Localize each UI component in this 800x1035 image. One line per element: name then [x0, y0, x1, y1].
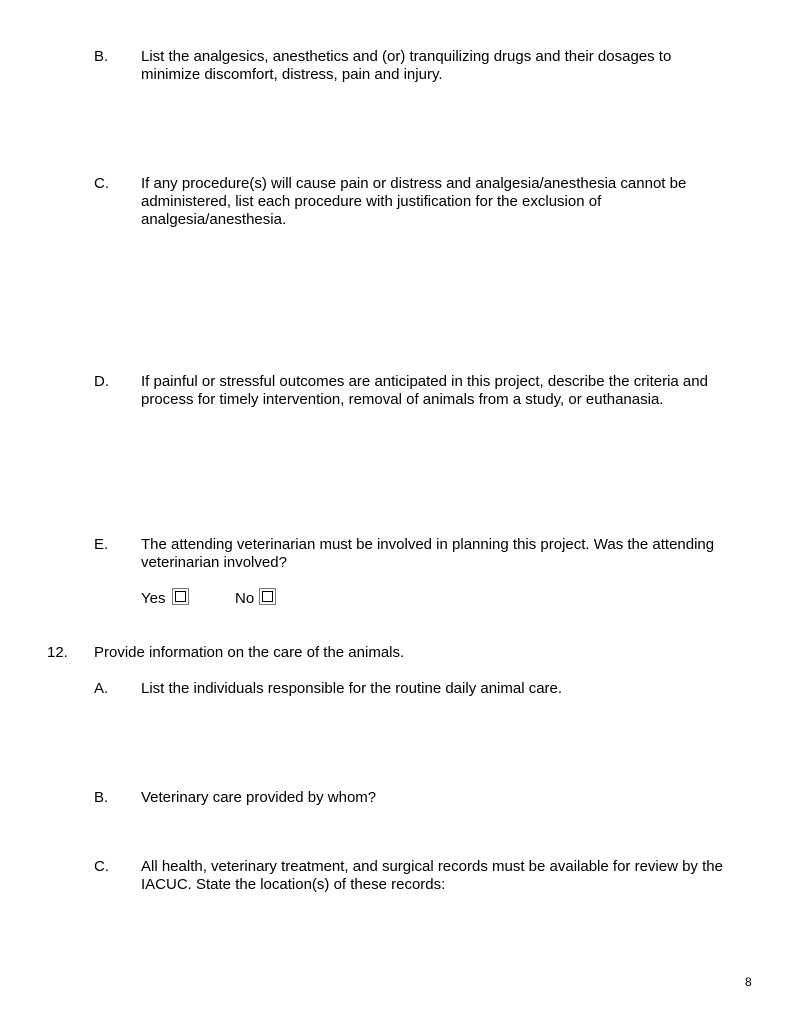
section-12-c-line-1: All health, veterinary treatment, and surgical records must be available for review by the: [141, 858, 723, 875]
section-12-a-text: List the individuals responsible for the routine daily animal care.: [141, 680, 563, 697]
section-12-c-text: [141, 858, 723, 894]
item-d-text: [141, 373, 708, 409]
item-e-text: [141, 536, 714, 572]
section-12-a-label: A.: [94, 680, 109, 697]
item-e-label: E.: [94, 536, 109, 553]
item-e-line-1: The attending veterinarian must be involved in planning this project. Was the attending: [141, 536, 715, 553]
yes-checkbox[interactable]: [172, 588, 189, 605]
no-checkbox[interactable]: [259, 588, 276, 605]
item-c-label: C.: [94, 175, 109, 192]
item-c-line-1: If any procedure(s) will cause pain or distress and analgesia/anesthesia cannot be: [141, 175, 687, 192]
yes-label: Yes: [141, 590, 166, 607]
item-c-line-2: administered, list each procedure with justification for the exclusion of: [141, 193, 602, 210]
item-b-line-2: minimize discomfort, distress, pain and injury.: [141, 66, 443, 83]
item-b-label: B.: [94, 48, 109, 65]
item-d-label: D.: [94, 373, 109, 390]
item-c-line-3: analgesia/anesthesia.: [141, 211, 287, 228]
section-12-b-label: B.: [94, 789, 109, 806]
item-d-line-2: process for timely intervention, removal of animals from a study, or euthanasia.: [141, 391, 664, 408]
section-12-number: 12.: [47, 644, 68, 661]
item-b-line-1: List the analgesics, anesthetics and (or) tranquilizing drugs and their dosages to: [141, 48, 672, 65]
item-b-text: [141, 48, 671, 84]
section-12-b-text: Veterinary care provided by whom?: [141, 789, 377, 806]
section-12-c-line-2: IACUC. State the location(s) of these records:: [141, 876, 446, 893]
item-d-line-1: If painful or stressful outcomes are anticipated in this project, describe the criteria and: [141, 373, 708, 390]
section-12-text: Provide information on the care of the animals.: [94, 644, 405, 661]
section-12-c-label: C.: [94, 858, 109, 875]
item-c-text: [141, 175, 686, 229]
no-label: No: [235, 590, 255, 607]
item-e-line-2: veterinarian involved?: [141, 554, 287, 571]
page-number: 8: [745, 975, 752, 989]
